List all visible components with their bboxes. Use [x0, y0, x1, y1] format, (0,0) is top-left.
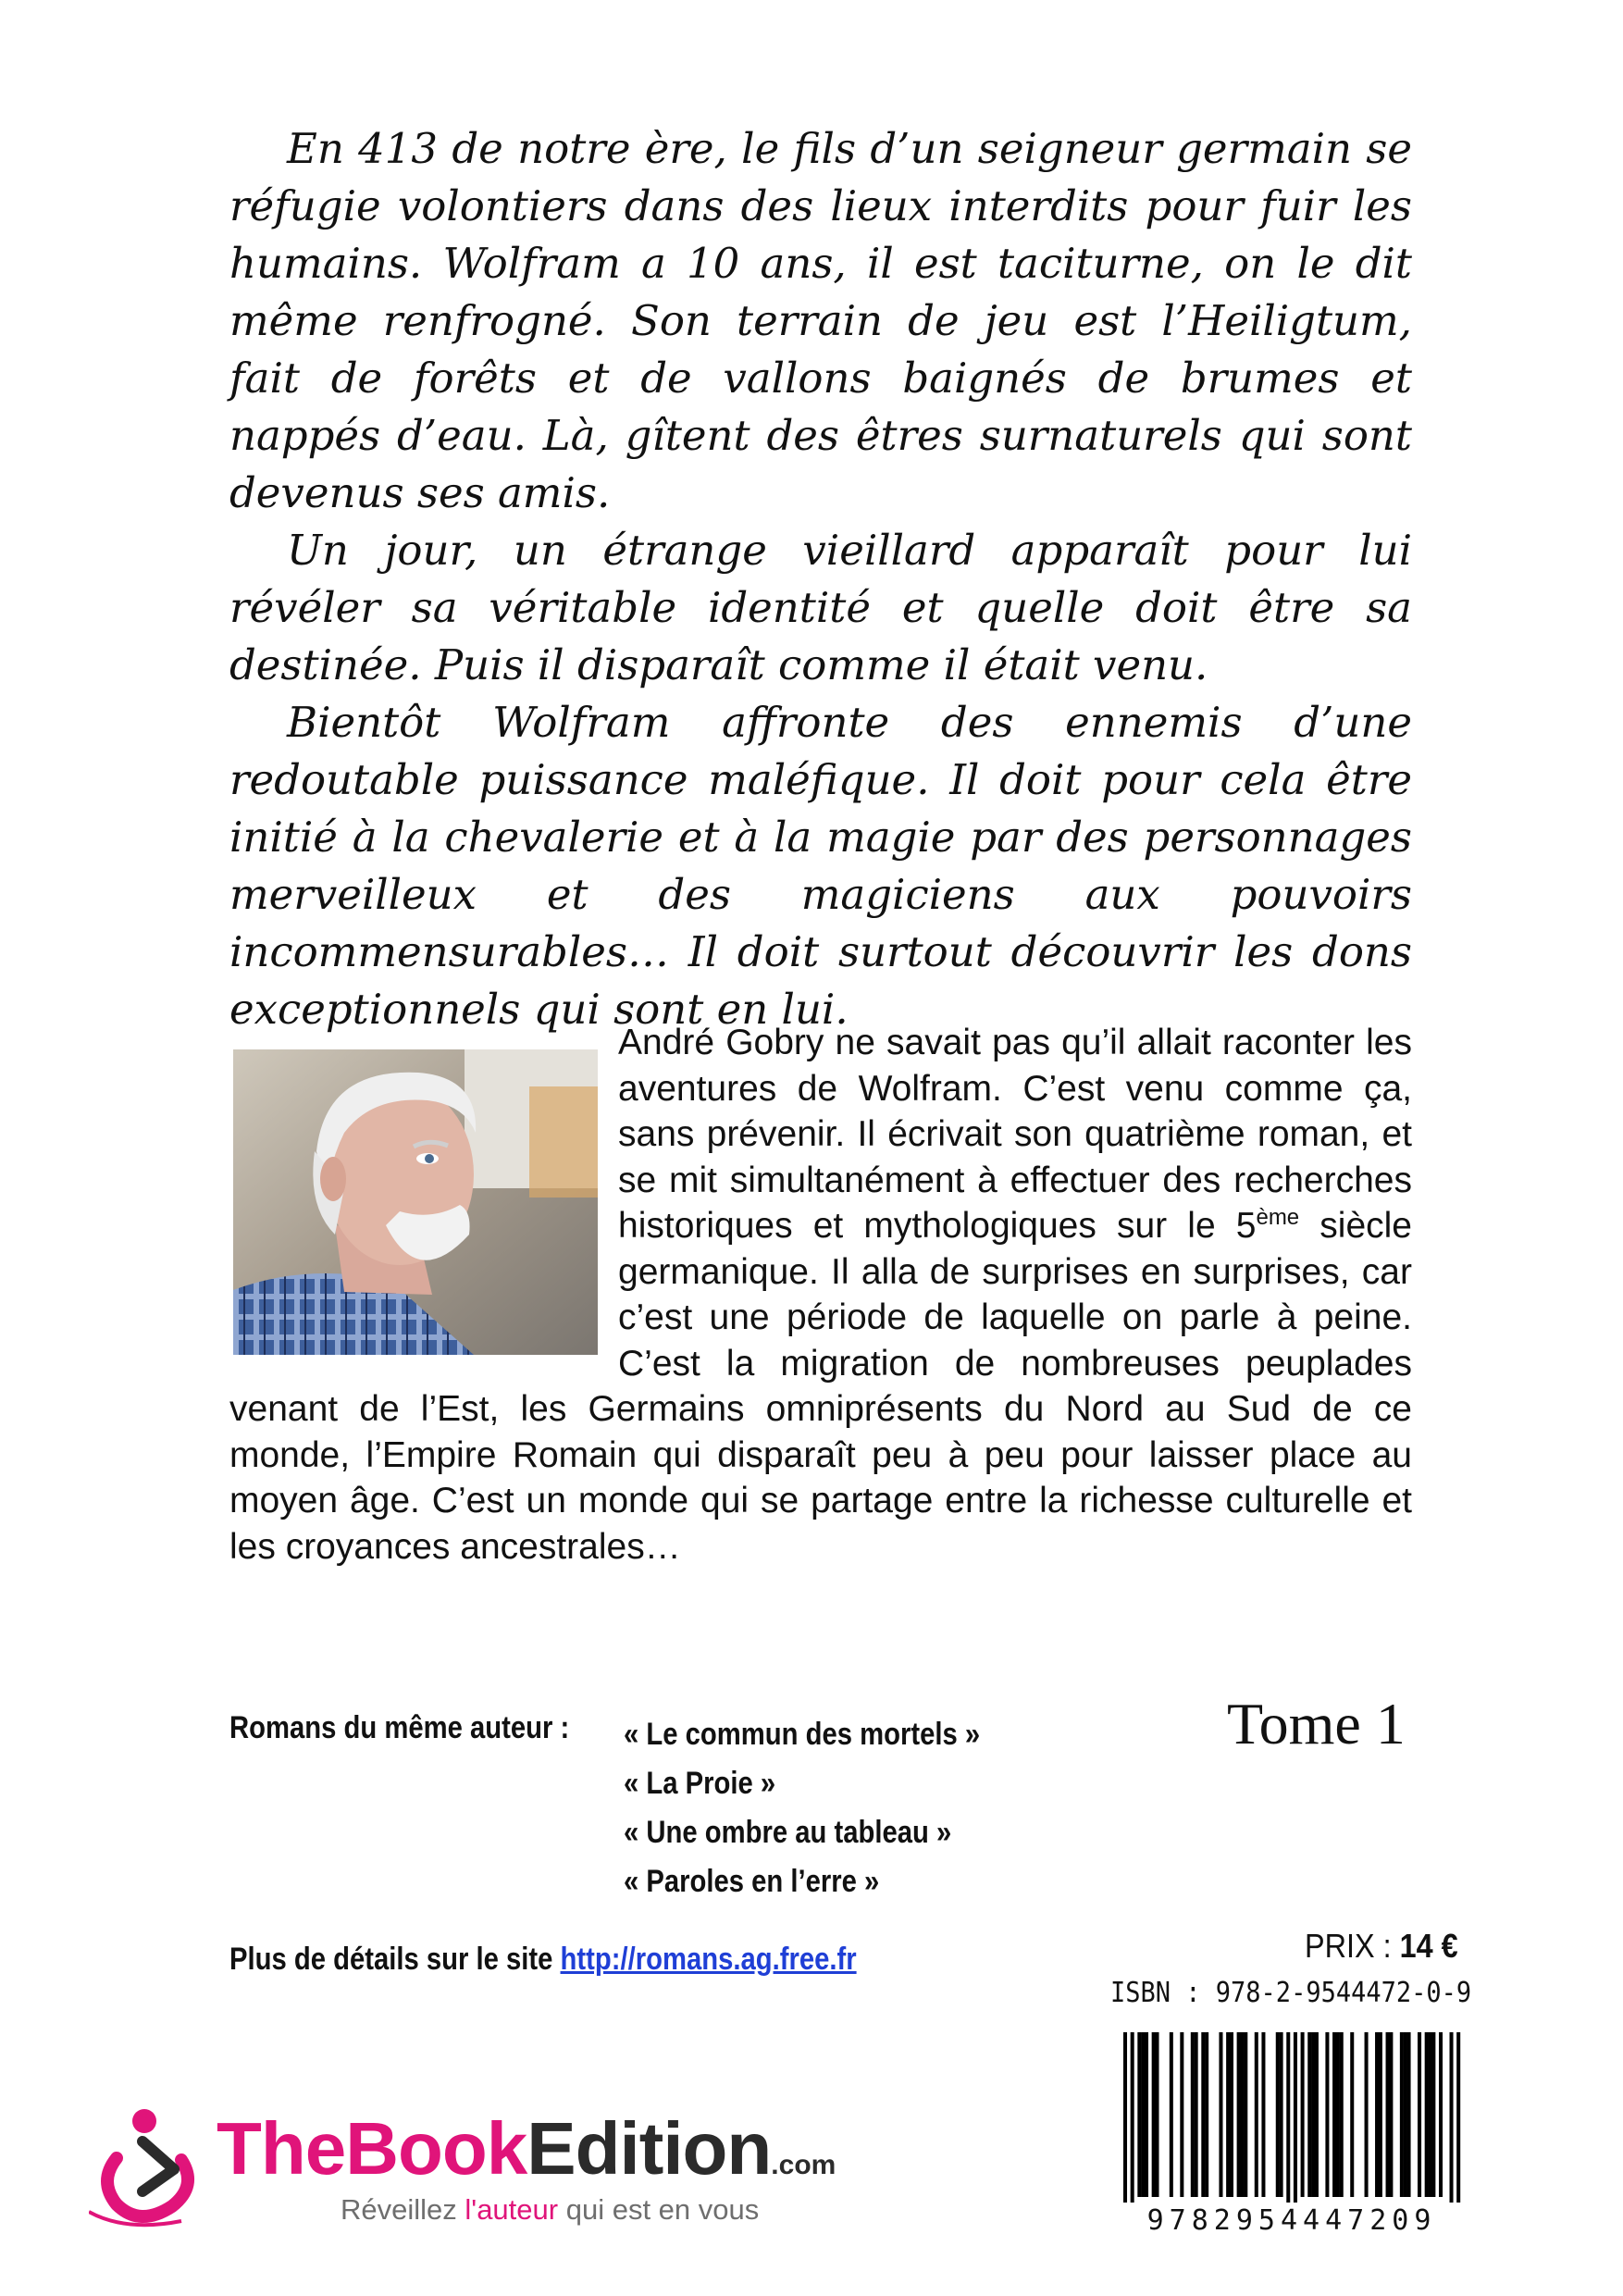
- barcode-bar: [1418, 2032, 1421, 2197]
- barcode-bar: [1301, 2032, 1305, 2197]
- price-value: 14 €: [1399, 1927, 1458, 1965]
- photo-spacer: [229, 1020, 618, 1364]
- author-bio-text-1: André Gobry ne savait pas qu’il allait raconter les aventures de Wolfram. C’est venu comme ça, sans prévenir. Il écrivait son quatrième roman, et se mit simultanément à effectuer des recherches historiques et mythologiques sur le 5: [618, 1023, 1412, 1246]
- novel-title: « Paroles en l’erre »: [624, 1864, 880, 1899]
- barcode-bar: [1123, 2032, 1127, 2221]
- barcode-bar: [1456, 2032, 1460, 2221]
- other-novels-label: Romans du même auteur :: [229, 1710, 570, 1745]
- barcode-bar: [1205, 2032, 1208, 2197]
- barcode-bar: [1375, 2032, 1379, 2197]
- barcode-bar: [1201, 2032, 1205, 2197]
- isbn-text: ISBN : 978-2-9544472-0-9: [1110, 1977, 1472, 2009]
- barcode-bar: [1155, 2032, 1158, 2197]
- tagline-highlight: l'auteur: [465, 2193, 559, 2226]
- synopsis-paragraph-2: Un jour, un étrange vieillard apparaît pour lui révéler sa véritable identité et quelle doit être sa destinée. Puis il disparaît comme il était venu.: [229, 526, 1412, 689]
- barcode-bar: [1226, 2032, 1230, 2197]
- barcode-bar: [1325, 2032, 1329, 2197]
- publisher-name-edition: Edition: [527, 2107, 772, 2190]
- novel-title: « La Proie »: [624, 1766, 776, 1801]
- barcode-bar: [1261, 2032, 1265, 2197]
- website-line: [229, 1942, 857, 1978]
- barcode-bar: [1336, 2032, 1340, 2197]
- website-prefix: Plus de détails sur le site: [229, 1942, 561, 1977]
- author-bio: [229, 1020, 1412, 1570]
- barcode-bar: [1404, 2032, 1407, 2197]
- barcode-bar: [1244, 2032, 1247, 2197]
- barcode-bar: [1350, 2032, 1354, 2197]
- barcode-bar: [1439, 2032, 1443, 2197]
- barcode-bar: [1137, 2032, 1141, 2197]
- other-novels-list: [624, 1710, 980, 1906]
- barcode-bar: [1389, 2032, 1393, 2197]
- novel-title: « Une ombre au tableau »: [624, 1815, 952, 1850]
- author-bio-superscript: ème: [1256, 1205, 1300, 1230]
- barcode-bar: [1141, 2032, 1145, 2197]
- tagline-part-1: Réveillez: [341, 2193, 465, 2226]
- barcode-bar: [1195, 2032, 1198, 2197]
- volume-label: Tome 1: [1227, 1691, 1406, 1756]
- price: [1305, 1927, 1458, 1966]
- publisher-name-tld: .com: [771, 2150, 836, 2180]
- barcode-bar: [1315, 2032, 1319, 2197]
- barcode-bar: [1332, 2032, 1336, 2197]
- publisher-name-the: The: [217, 2107, 346, 2190]
- barcode-bar: [1237, 2032, 1241, 2197]
- barcode-bar: [1131, 2032, 1134, 2221]
- barcode-bar: [1379, 2032, 1382, 2197]
- barcode-bar: [1386, 2032, 1390, 2197]
- tagline-part-2: qui est en vous: [558, 2193, 760, 2226]
- barcode-bar: [1145, 2032, 1148, 2197]
- barcode-bar: [1180, 2032, 1183, 2197]
- publisher-name-book: Book: [345, 2107, 527, 2190]
- novel-title: « Le commun des mortels »: [624, 1717, 981, 1752]
- barcode-bar: [1255, 2032, 1258, 2197]
- barcode-bar: [1230, 2032, 1233, 2197]
- barcode-bar: [1286, 2032, 1290, 2221]
- barcode-bar: [1152, 2032, 1156, 2197]
- publisher-tagline: [341, 2193, 759, 2227]
- barcode-bar: [1280, 2032, 1283, 2197]
- publisher-logo-icon: [89, 2103, 209, 2232]
- barcode-bar: [1400, 2032, 1404, 2197]
- barcode-bar: [1431, 2032, 1435, 2197]
- website-link[interactable]: http://romans.ag.free.fr: [560, 1942, 857, 1977]
- author-bio-text-2: siècle germanique. Il alla de surprises en surprises, car c’est une période de laquelle on parle à peine. C’est la migration de nombreuses peuplades venant de l’Est, les Germains omniprésents du Nord au Sud de ce monde, l’Empire Romain qui disparaît peu à peu pour laisser place au moyen âge. C’est un monde qui se partage entre la richesse culturelle et les croyances ancestrales…: [229, 1206, 1412, 1567]
- barcode-bar: [1294, 2032, 1297, 2221]
- barcode-bar: [1170, 2032, 1173, 2197]
- synopsis-paragraph-3: Bientôt Wolfram affronte des ennemis d’une redoutable puissance maléfique. Il doit pour cela être initié à la chevalerie et à la magie par des personnages merveilleux et des magiciens aux pouvoirs incommensurables… Il doit surtout découvrir les dons exceptionnels qui sont en lui.: [229, 698, 1412, 1034]
- barcode-digits: 9782954447209: [1114, 2203, 1469, 2240]
- publisher-logo: [89, 2103, 848, 2251]
- synopsis: [229, 120, 1412, 1038]
- synopsis-paragraph-1: En 413 de notre ère, le fils d’un seigneur germain se réfugie volontiers dans des lieux interdits pour fuir les humains. Wolfram a 10 ans, il est taciturne, on le dit même renfrogné. Son terrain de jeu est l’Heiligtum, fait de forêts et de vallons baignés de brumes et nappés d’eau. Là, gîtent des êtres surnaturels qui sont devenus ses amis.: [229, 124, 1412, 517]
- barcode-bar: [1450, 2032, 1454, 2221]
- barcode-bar: [1407, 2032, 1411, 2197]
- barcode-bar: [1311, 2032, 1315, 2197]
- barcode-bar: [1219, 2032, 1222, 2197]
- barcode-bar: [1307, 2032, 1311, 2197]
- price-label: PRIX :: [1305, 1927, 1400, 1965]
- barcode-bar: [1429, 2032, 1432, 2197]
- barcode-bar: [1240, 2032, 1244, 2197]
- barcode-bar: [1340, 2032, 1344, 2197]
- barcode-bar: [1425, 2032, 1429, 2197]
- barcode-bar: [1191, 2032, 1195, 2197]
- barcode-bar: [1365, 2032, 1369, 2197]
- barcode-bar: [1276, 2032, 1280, 2197]
